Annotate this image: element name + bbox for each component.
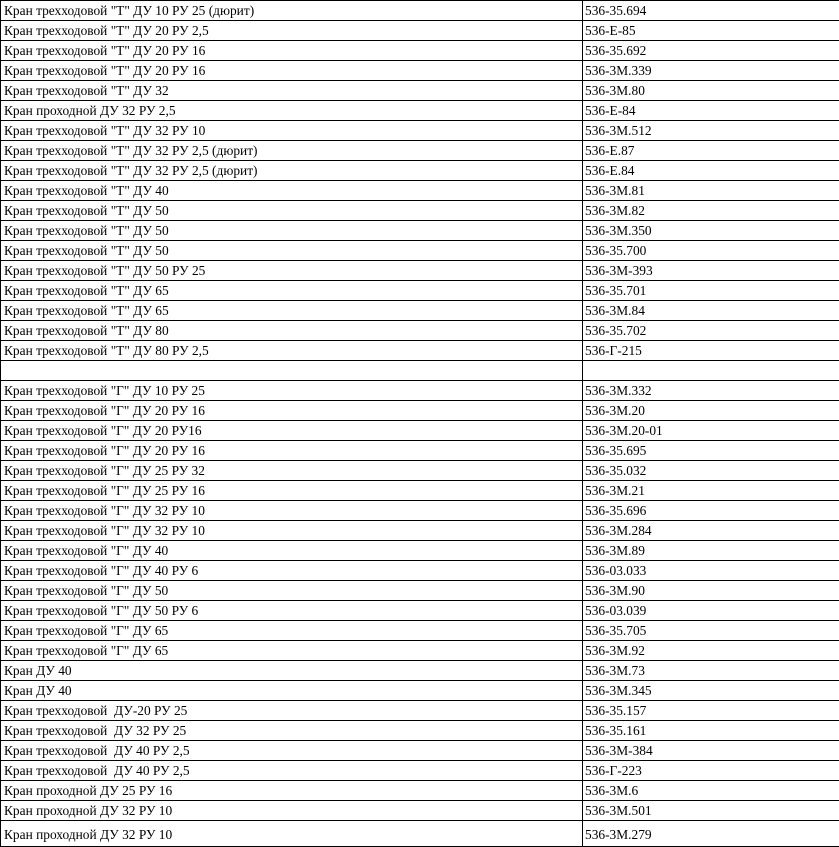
cell-item-code[interactable]: 536-03.033 — [583, 561, 839, 581]
table-row — [1, 561, 839, 581]
cell-item-code[interactable]: 536-3М.512 — [583, 121, 839, 141]
table-row — [1, 661, 839, 681]
cell-item-name[interactable]: Кран трехходовой "Т" ДУ 10 РУ 25 (дюрит) — [1, 1, 583, 21]
cell-item-name[interactable]: Кран трехходовой "Г" ДУ 65 — [1, 621, 583, 641]
cell-item-code[interactable]: 536-35.705 — [583, 621, 839, 641]
table-row — [1, 281, 839, 301]
cell-item-name[interactable]: Кран трехходовой ДУ 40 РУ 2,5 — [1, 761, 583, 781]
cell-item-name[interactable]: Кран трехходовой "Т" ДУ 65 — [1, 281, 583, 301]
cell-item-code[interactable]: 536-3М.350 — [583, 221, 839, 241]
cell-item-code[interactable]: 536-Е-85 — [583, 21, 839, 41]
cell-item-code[interactable]: 536-03.039 — [583, 601, 839, 621]
cell-item-code[interactable]: 536-35.692 — [583, 41, 839, 61]
table-row — [1, 41, 839, 61]
table-row — [1, 221, 839, 241]
cell-item-name[interactable]: Кран трехходовой "Т" ДУ 80 — [1, 321, 583, 341]
cell-item-name[interactable]: Кран трехходовой "Т" ДУ 20 РУ 16 — [1, 41, 583, 61]
table-body — [1, 1, 839, 847]
cell-item-name[interactable] — [1, 361, 583, 381]
cell-item-name[interactable]: Кран трехходовой "Т" ДУ 20 РУ 2,5 — [1, 21, 583, 41]
table-row — [1, 401, 839, 421]
cell-item-code[interactable]: 536-Г-223 — [583, 761, 839, 781]
cell-item-name[interactable]: Кран трехходовой "Г" ДУ 65 — [1, 641, 583, 661]
table-row — [1, 21, 839, 41]
cell-item-code[interactable]: 536-35.702 — [583, 321, 839, 341]
cell-item-code[interactable]: 536-35.696 — [583, 501, 839, 521]
cell-item-name[interactable]: Кран трехходовой ДУ 40 РУ 2,5 — [1, 741, 583, 761]
table-row — [1, 141, 839, 161]
table-row — [1, 261, 839, 281]
cell-item-code[interactable]: 536-Е-84 — [583, 101, 839, 121]
cell-item-code[interactable]: 536-3М-384 — [583, 741, 839, 761]
cell-item-name[interactable]: Кран трехходовой "Г" ДУ 50 РУ 6 — [1, 601, 583, 621]
cell-item-name[interactable]: Кран трехходовой "Т" ДУ 80 РУ 2,5 — [1, 341, 583, 361]
table-row — [1, 301, 839, 321]
cell-item-code[interactable]: 536-3М.332 — [583, 381, 839, 401]
cell-item-name[interactable]: Кран трехходовой "Г" ДУ 25 РУ 32 — [1, 461, 583, 481]
cell-item-code[interactable]: 536-Е.87 — [583, 141, 839, 161]
table-row — [1, 121, 839, 141]
cell-item-code[interactable]: 536-35.161 — [583, 721, 839, 741]
cell-item-code[interactable]: 536-35.157 — [583, 701, 839, 721]
table-row — [1, 541, 839, 561]
cell-item-name[interactable]: Кран трехходовой "Т" ДУ 50 — [1, 201, 583, 221]
cell-item-name[interactable]: Кран трехходовой "Г" ДУ 32 РУ 10 — [1, 521, 583, 541]
table-row — [1, 501, 839, 521]
cell-item-code[interactable]: 536-Е.84 — [583, 161, 839, 181]
cell-item-name[interactable]: Кран трехходовой "Г" ДУ 20 РУ 16 — [1, 401, 583, 421]
cell-item-name[interactable]: Кран трехходовой "Т" ДУ 32 РУ 2,5 (дюрит) — [1, 161, 583, 181]
cell-item-code[interactable]: 536-35.700 — [583, 241, 839, 261]
cell-item-name[interactable]: Кран проходной ДУ 32 РУ 10 — [1, 801, 583, 821]
cell-item-name[interactable]: Кран трехходовой "Т" ДУ 32 РУ 2,5 (дюрит) — [1, 141, 583, 161]
table-row — [1, 341, 839, 361]
cell-item-code[interactable]: 536-3М.501 — [583, 801, 839, 821]
cell-item-code[interactable]: 536-3М.73 — [583, 661, 839, 681]
table-row — [1, 781, 839, 801]
cell-item-name[interactable]: Кран трехходовой "Т" ДУ 65 — [1, 301, 583, 321]
table-row — [1, 321, 839, 341]
table-row — [1, 181, 839, 201]
table-row — [1, 61, 839, 81]
cell-item-code[interactable]: 536-3М.339 — [583, 61, 839, 81]
table-row — [1, 701, 839, 721]
table-row — [1, 101, 839, 121]
cell-item-code[interactable]: 536-Г-215 — [583, 341, 839, 361]
cell-item-code[interactable]: 536-3М.284 — [583, 521, 839, 541]
table-row — [1, 1, 839, 21]
cell-item-code[interactable]: 536-3М.82 — [583, 201, 839, 221]
cell-item-code[interactable]: 536-3М.20-01 — [583, 421, 839, 441]
cell-item-code[interactable] — [583, 361, 839, 381]
table-row — [1, 741, 839, 761]
cell-item-name[interactable]: Кран трехходовой "Т" ДУ 50 — [1, 221, 583, 241]
cell-item-code[interactable]: 536-3М.92 — [583, 641, 839, 661]
table-row — [1, 581, 839, 601]
cell-item-name[interactable]: Кран трехходовой "Г" ДУ 32 РУ 10 — [1, 501, 583, 521]
cell-item-name[interactable]: Кран ДУ 40 — [1, 681, 583, 701]
table-row — [1, 81, 839, 101]
table-row — [1, 201, 839, 221]
table-row — [1, 801, 839, 821]
cell-item-code[interactable]: 536-3М.81 — [583, 181, 839, 201]
table-row — [1, 441, 839, 461]
cell-item-name[interactable]: Кран трехходовой "Т" ДУ 20 РУ 16 — [1, 61, 583, 81]
cell-item-code[interactable]: 536-3М.20 — [583, 401, 839, 421]
cell-item-name[interactable]: Кран трехходовой "Т" ДУ 50 — [1, 241, 583, 261]
cell-item-code[interactable]: 536-3М.21 — [583, 481, 839, 501]
cell-item-code[interactable]: 536-3М.90 — [583, 581, 839, 601]
table-row — [1, 361, 839, 381]
cell-item-name[interactable]: Кран проходной ДУ 25 РУ 16 — [1, 781, 583, 801]
table-row — [1, 521, 839, 541]
cell-item-code[interactable]: 536-3М.84 — [583, 301, 839, 321]
cell-item-code[interactable]: 536-3М.6 — [583, 781, 839, 801]
cell-item-code[interactable]: 536-35.695 — [583, 441, 839, 461]
cell-item-code[interactable]: 536-35.694 — [583, 1, 839, 21]
table-row — [1, 621, 839, 641]
cell-item-code[interactable]: 536-3М-393 — [583, 261, 839, 281]
table-row — [1, 481, 839, 501]
table-row — [1, 641, 839, 661]
table-row — [1, 601, 839, 621]
table-row — [1, 241, 839, 261]
cell-item-code[interactable]: 536-3М.89 — [583, 541, 839, 561]
table-row — [1, 161, 839, 181]
table-row — [1, 381, 839, 401]
cell-item-code[interactable]: 536-3М.345 — [583, 681, 839, 701]
table-row — [1, 821, 839, 847]
cell-item-name[interactable]: Кран трехходовой "Г" ДУ 20 РУ16 — [1, 421, 583, 441]
cell-item-name[interactable]: Кран трехходовой "Г" ДУ 50 — [1, 581, 583, 601]
cell-item-code[interactable]: 536-3М.80 — [583, 81, 839, 101]
cell-item-name[interactable]: Кран ДУ 40 — [1, 661, 583, 681]
table-row — [1, 681, 839, 701]
table-row — [1, 461, 839, 481]
cell-item-name[interactable]: Кран трехходовой "Г" ДУ 25 РУ 16 — [1, 481, 583, 501]
cell-item-name[interactable]: Кран проходной ДУ 32 РУ 10 — [1, 821, 583, 847]
cell-item-name[interactable]: Кран трехходовой "Г" ДУ 40 — [1, 541, 583, 561]
cell-item-name[interactable]: Кран трехходовой "Т" ДУ 32 — [1, 81, 583, 101]
cell-item-name[interactable]: Кран трехходовой "Т" ДУ 50 РУ 25 — [1, 261, 583, 281]
cell-item-code[interactable]: 536-3М.279 — [583, 821, 839, 847]
cell-item-name[interactable]: Кран трехходовой "Г" ДУ 40 РУ 6 — [1, 561, 583, 581]
cell-item-name[interactable]: Кран трехходовой "Г" ДУ 20 РУ 16 — [1, 441, 583, 461]
table-row — [1, 761, 839, 781]
cell-item-code[interactable]: 536-35.701 — [583, 281, 839, 301]
cell-item-name[interactable]: Кран трехходовой "Г" ДУ 10 РУ 25 — [1, 381, 583, 401]
table-row — [1, 421, 839, 441]
cell-item-name[interactable]: Кран трехходовой "Т" ДУ 32 РУ 10 — [1, 121, 583, 141]
cell-item-name[interactable]: Кран трехходовой ДУ-20 РУ 25 — [1, 701, 583, 721]
cell-item-code[interactable]: 536-35.032 — [583, 461, 839, 481]
cell-item-name[interactable]: Кран трехходовой ДУ 32 РУ 25 — [1, 721, 583, 741]
cell-item-name[interactable]: Кран проходной ДУ 32 РУ 2,5 — [1, 101, 583, 121]
cell-item-name[interactable]: Кран трехходовой "Т" ДУ 40 — [1, 181, 583, 201]
table-row — [1, 721, 839, 741]
